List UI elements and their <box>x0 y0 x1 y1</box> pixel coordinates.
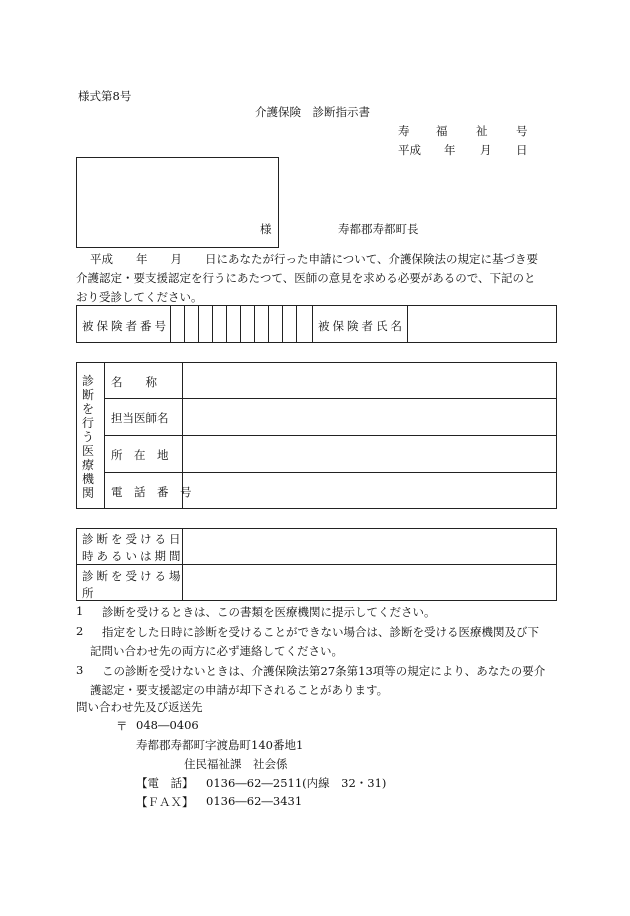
contact-heading: 問い合わせ先及び返送先 <box>76 700 203 714</box>
number-cell-divider <box>170 305 171 343</box>
issuer-name: 寿都郡寿都町長 <box>338 222 419 236</box>
contact-address: 寿都郡寿都町字渡島町140番地1 <box>136 738 304 752</box>
exam-datetime-field[interactable] <box>183 529 556 563</box>
document-title: 介護保険 診断指示書 <box>255 105 370 119</box>
number-cell-divider <box>212 305 213 343</box>
clinic-address-field[interactable] <box>183 436 556 471</box>
note-3-text-line-1: この診断を受けないときは、介護保険法第27条第13項等の規定により、あなたの要介 <box>102 664 546 678</box>
note-3-number: 3 <box>76 663 84 677</box>
clinic-doctor-label: 担当医師名 <box>111 411 169 425</box>
exam-place-field[interactable] <box>183 565 556 600</box>
note-2-number: 2 <box>76 624 84 638</box>
telephone-label: 【電 話】 <box>136 776 194 790</box>
clinic-doctor-field[interactable] <box>183 399 556 434</box>
postal-code: 048―0406 <box>136 718 199 732</box>
exam-datetime-label-1: 診断を受ける日 <box>82 532 184 546</box>
insured-number-label: 被保険者番号 <box>82 319 169 333</box>
number-cell-divider <box>296 305 297 343</box>
note-2-text-line-2: 記問い合わせ先の両方に必ず連絡してください。 <box>90 644 343 658</box>
number-cell-divider <box>198 305 199 343</box>
number-cell-divider <box>240 305 241 343</box>
clinic-address-label: 所 在 地 <box>111 448 169 462</box>
addressee-suffix: 様 <box>260 222 272 236</box>
number-cell-divider <box>312 305 313 343</box>
ref-part-1: 寿 <box>398 124 410 138</box>
number-cell-divider <box>226 305 227 343</box>
clinic-name-label: 名 称 <box>111 375 157 389</box>
note-3-text-line-2: 護認定・要支援認定の申請が却下されることがあります。 <box>90 683 389 697</box>
ref-part-3: 祉 <box>476 124 488 138</box>
number-cell-divider <box>268 305 269 343</box>
note-1-number: 1 <box>76 604 84 618</box>
date-month: 月 <box>480 143 492 157</box>
ref-part-4: 号 <box>516 124 528 138</box>
intro-line-2: 介護認定・要支援認定を行うにあたつて、医師の意見を求める必要があるので、下記のと <box>76 271 536 285</box>
date-era: 平成 <box>398 143 421 157</box>
exam-place-label-2: 所 <box>82 586 94 600</box>
contact-department: 住民福祉課 社会係 <box>184 757 288 771</box>
note-2-text-line-1: 指定をした日時に診断を受けることができない場合は、診断を受ける医療機関及び下 <box>102 625 539 639</box>
intro-line-1: 平成 年 月 日にあなたが行った申請について、介護保険法の規定に基づき要 <box>90 252 539 266</box>
telephone-value: 0136―62―2511(内線 32・31) <box>206 776 387 790</box>
clinic-phone-field[interactable] <box>183 473 556 508</box>
fax-value: 0136―62―3431 <box>206 794 303 808</box>
postal-mark: 〒 <box>116 719 128 733</box>
exam-place-label-1: 診断を受ける場 <box>82 569 184 583</box>
number-cell-divider <box>282 305 283 343</box>
insured-name-field[interactable] <box>408 306 556 342</box>
number-cell-divider <box>254 305 255 343</box>
clinic-section-label: 診断を行う医療機関 <box>82 374 95 500</box>
date-day: 日 <box>516 143 528 157</box>
number-cell-divider <box>184 305 185 343</box>
form-number: 様式第8号 <box>78 89 132 103</box>
ref-part-2: 福 <box>436 124 448 138</box>
clinic-name-field[interactable] <box>183 363 556 397</box>
note-1-text: 診断を受けるときは、この書類を医療機関に提示してください。 <box>102 605 436 619</box>
clinic-phone-label: 電 話 番 号 <box>111 485 192 499</box>
insured-name-label: 被保険者氏名 <box>318 319 405 333</box>
exam-datetime-label-2: 時あるいは期間 <box>82 549 184 563</box>
intro-line-3: おり受診してください。 <box>76 290 203 304</box>
fax-label: 【ＦＡＸ】 <box>136 795 194 809</box>
date-year: 年 <box>444 143 456 157</box>
addressee-box[interactable] <box>76 157 279 248</box>
